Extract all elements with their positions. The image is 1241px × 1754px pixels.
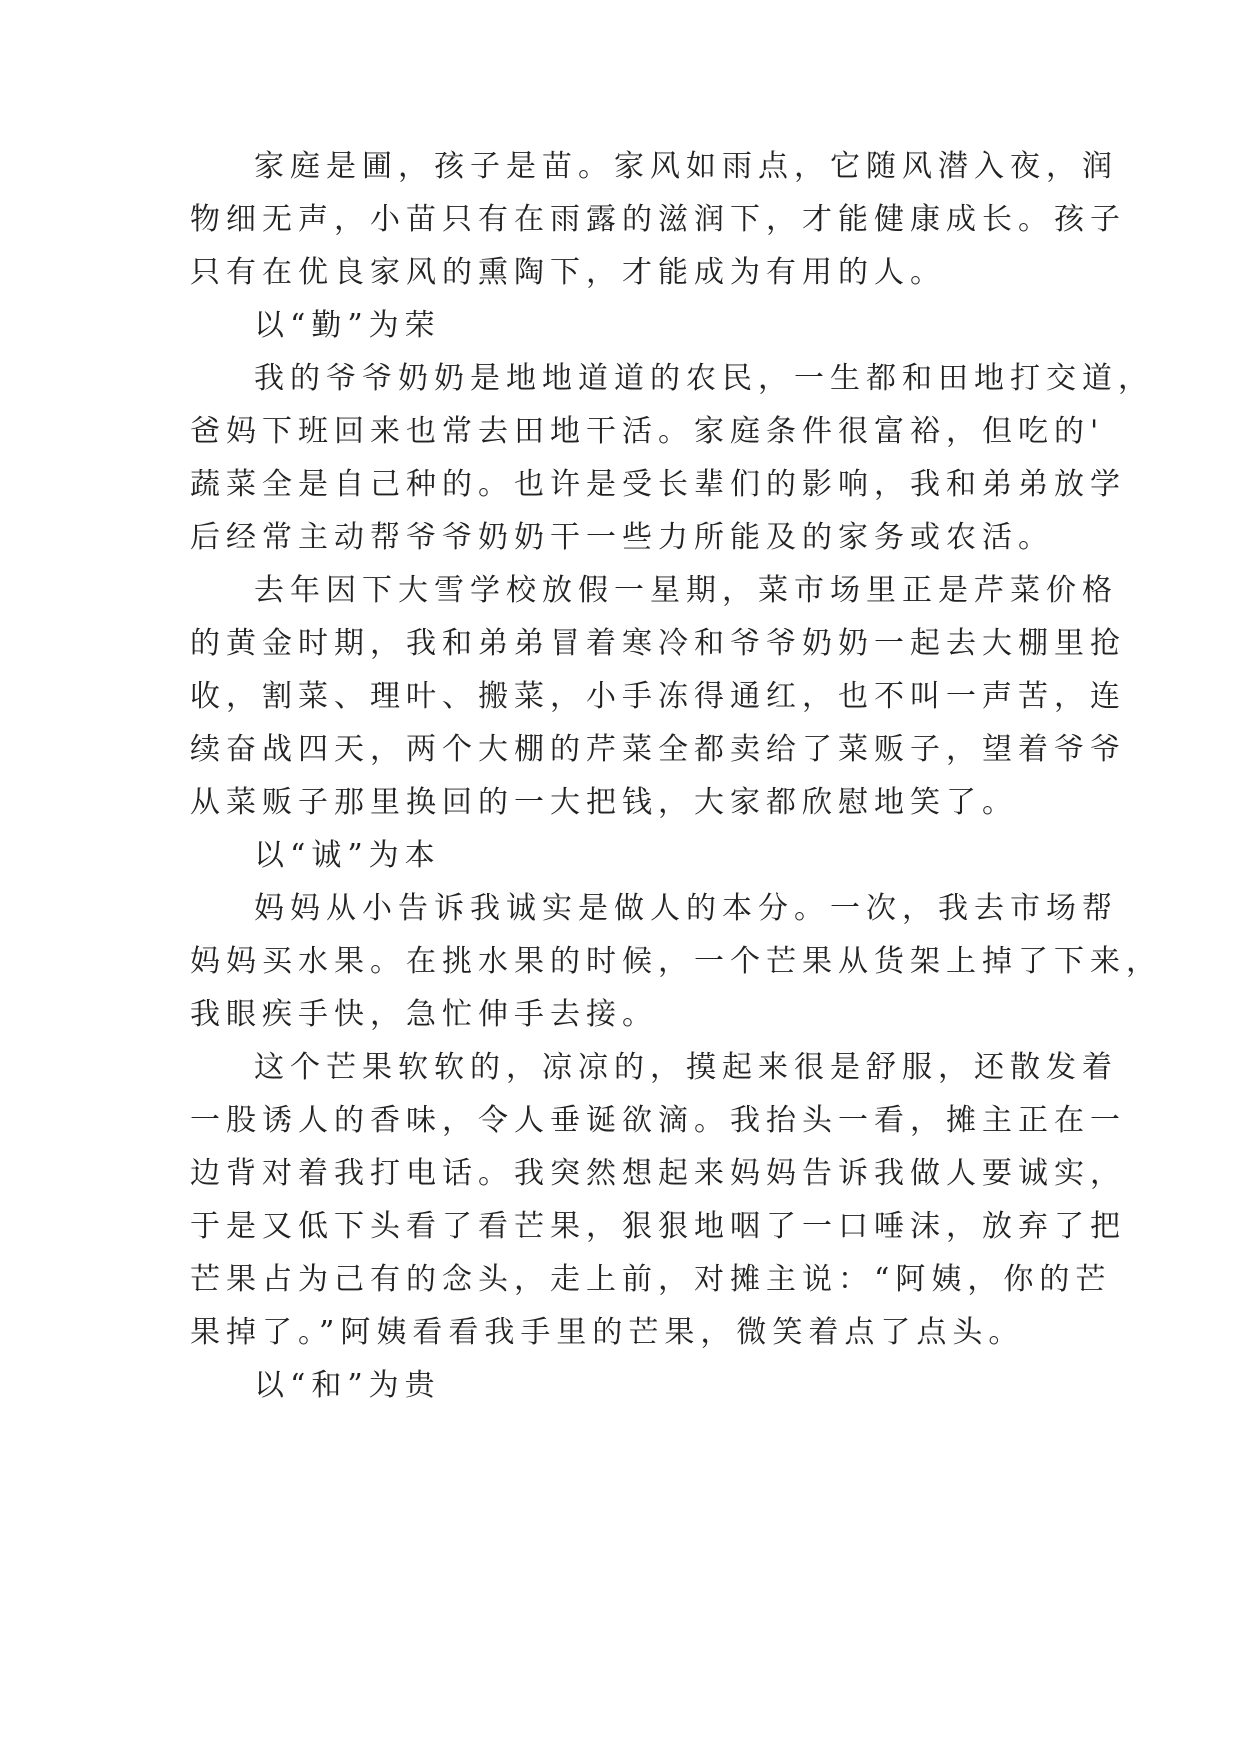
section-heading: 以“和”为贵 — [254, 1368, 441, 1403]
text-line: 续奋战四天，两个大棚的芹菜全都卖给了菜贩子，望着爷爷 — [190, 732, 1126, 767]
text-line: 我眼疾手快，急忙伸手去接。 — [190, 997, 658, 1032]
text-line: 收，割菜、理叶、搬菜，小手冻得通红，也不叫一声苦，连 — [190, 679, 1126, 714]
text-line: 一股诱人的香味，令人垂诞欲滴。我抬头一看，摊主正在一 — [190, 1103, 1126, 1138]
text-line: 蔬菜全是自己种的。也许是受长辈们的影响，我和弟弟放学 — [190, 467, 1126, 502]
text-line: 家庭是圃，孩子是苗。家风如雨点，它随风潜入夜，润 — [254, 149, 1118, 184]
text-line: 这个芒果软软的，凉凉的，摸起来很是舒服，还散发着 — [254, 1050, 1118, 1085]
text-line: 果掉了。”阿姨看看我手里的芒果，微笑着点了点头。 — [190, 1315, 1025, 1350]
section-heading: 以“勤”为荣 — [254, 308, 441, 343]
text-line: 妈妈买水果。在挑水果的时候，一个芒果从货架上掉了下来， — [190, 944, 1162, 979]
text-line: 我的爷爷奶奶是地地道道的农民，一生都和田地打交道， — [254, 361, 1154, 396]
text-line: 只有在优良家风的熏陶下，才能成为有用的人。 — [190, 255, 946, 290]
text-line: 边背对着我打电话。我突然想起来妈妈告诉我做人要诚实， — [190, 1156, 1126, 1191]
text-line: 物细无声，小苗只有在雨露的滋润下，才能健康成长。孩子 — [190, 202, 1126, 237]
text-line: 芒果占为己有的念头，走上前，对摊主说：“阿姨，你的芒 — [190, 1262, 1112, 1297]
text-line: 爸妈下班回来也常去田地干活。家庭条件很富裕，但吃的' — [190, 414, 1105, 449]
text-line: 从菜贩子那里换回的一大把钱，大家都欣慰地笑了。 — [190, 785, 1018, 820]
text-line: 的黄金时期，我和弟弟冒着寒冷和爷爷奶奶一起去大棚里抢 — [190, 626, 1126, 661]
text-line: 于是又低下头看了看芒果，狠狠地咽了一口唾沫，放弃了把 — [190, 1209, 1126, 1244]
section-heading: 以“诚”为本 — [254, 838, 441, 873]
text-line: 后经常主动帮爷爷奶奶干一些力所能及的家务或农活。 — [190, 520, 1054, 555]
text-line: 妈妈从小告诉我诚实是做人的本分。一次，我去市场帮 — [254, 891, 1118, 926]
text-line: 去年因下大雪学校放假一星期，菜市场里正是芹菜价格 — [254, 573, 1118, 608]
